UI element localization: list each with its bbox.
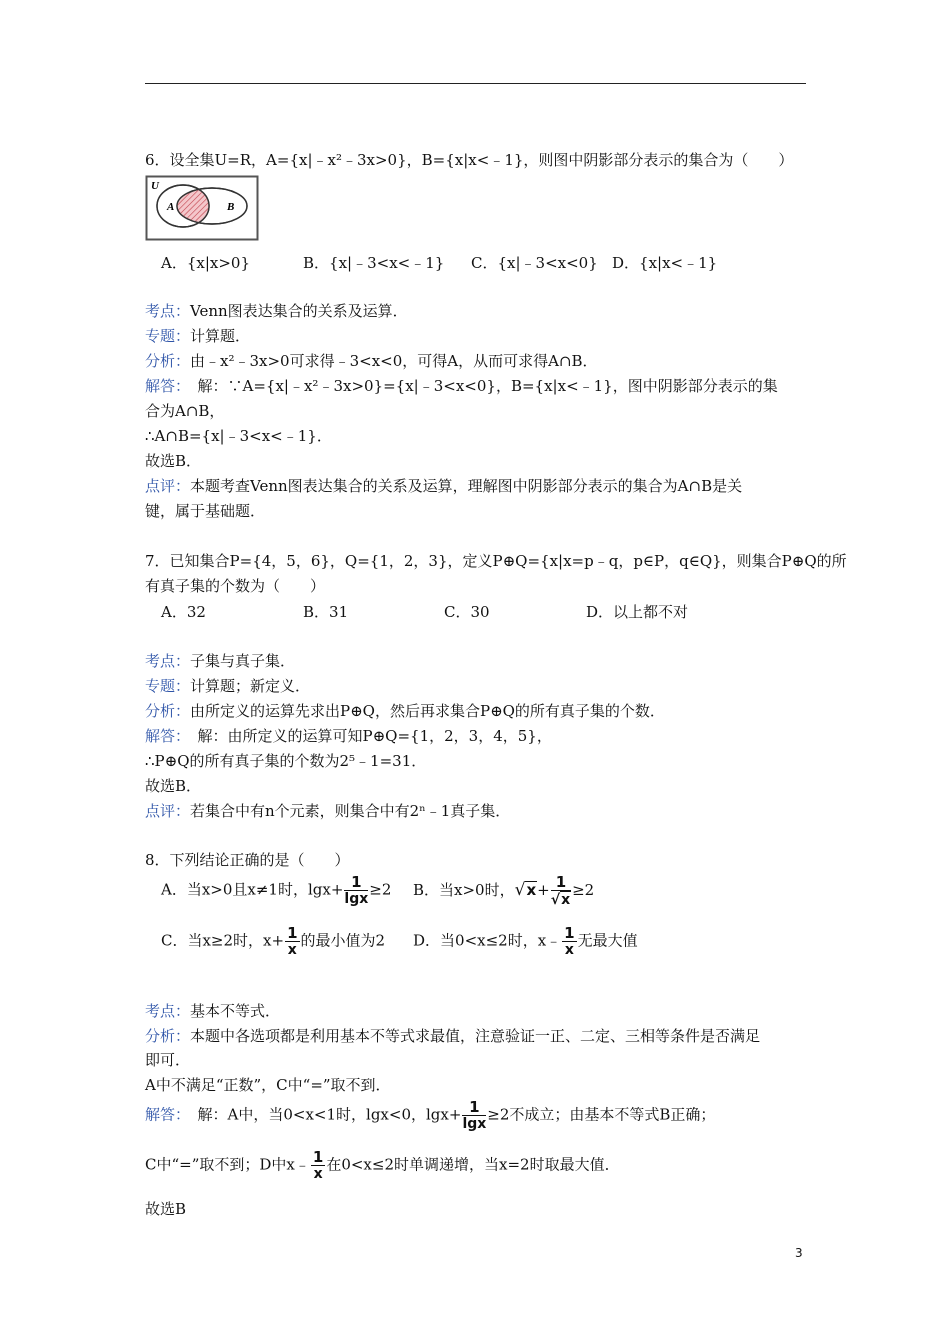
q7-option-d: D．以上都不对 [586, 603, 689, 621]
q7-jieda-line2: ∴P⊕Q的所有真子集的个数为2⁵﹣1=31． [145, 752, 427, 770]
q7-kaodian: 考点：子集与真子集． [145, 652, 296, 670]
fenxi-label: 分析： [145, 352, 191, 370]
venn-label-u: U [151, 180, 159, 192]
q8-jieda-line2: C中“=”取不到；D中x﹣ $\frac{1}{x}$ 在0<x≤2时单调递增，当x=2时取最大值． [145, 1148, 620, 1182]
fraction: $\frac{1}{x}$ [287, 924, 298, 958]
kaodian-label: 考点： [145, 302, 191, 320]
q7-jieda-line3: 故选B． [145, 777, 202, 795]
fraction: $\frac{1}{x}$ [564, 924, 575, 958]
q6-jieda-line4: 故选B． [145, 452, 202, 470]
venn-diagram [145, 175, 259, 241]
q6-dianping: 点评：本题考查Venn图表达集合的关系及运算，理解图中阴影部分表示的集合为A∩B是关 [145, 477, 743, 495]
header-rule [145, 83, 806, 84]
q7-stem-line2: 有真子集的个数为（ ） [145, 577, 326, 595]
q6-option-b: B．{x|﹣3<x<﹣1} [303, 254, 445, 272]
jieda-label: 解答： [145, 377, 183, 395]
sqrt-icon: √ [514, 880, 526, 900]
q6-dianping-line2: 键，属于基础题． [145, 502, 266, 520]
q8-stem: 8．下列结论正确的是（ ） [145, 851, 350, 869]
q6-zhuanti: 专题：计算题． [145, 327, 251, 345]
venn-label-a: A [167, 201, 175, 213]
q8-option-a: A．当x>0且x≠1时，lgx+ $\frac{1}{\lg x}$ ≥2 [161, 873, 392, 907]
q6-option-c: C．{x|﹣3<x<0} [471, 254, 598, 272]
q8-kaodian: 考点：基本不等式． [145, 1002, 281, 1020]
q6-option-d: D．{x|x<﹣1} [612, 254, 718, 272]
q6-jieda-line2: 合为A∩B， [145, 402, 225, 420]
q6-option-a: A．{x|x>0} [161, 254, 251, 272]
fraction: $\frac{1}{\lg x}$ [462, 1098, 487, 1132]
fraction: $\frac{1}{\lg x}$ [344, 873, 369, 907]
dianping-label: 点评： [145, 477, 191, 495]
q6-stem: 6．设全集U=R，A={x|﹣x²﹣3x>0}，B={x|x<﹣1}，则图中阴影部分表示的集合为（ ） [145, 151, 794, 169]
q8-fenxi: 分析：本题中各选项都是利用基本不等式求最值，注意验证一正、二定、三相等条件是否满足 [145, 1027, 761, 1045]
q6-fenxi: 分析：由﹣x²﹣3x>0可求得﹣3<x<0，可得A，从而可求得A∩B． [145, 352, 598, 370]
fraction: $\frac{1}{x}$ [312, 1148, 324, 1182]
q8-jieda-line3: 故选B [145, 1200, 187, 1218]
q8-fenxi-line3: A中不满足“正数”，C中“=”取不到． [145, 1076, 391, 1094]
q8-option-c: C．当x≥2时，x+ $\frac{1}{x}$ 的最小值为2 [161, 924, 386, 958]
venn-label-b: B [227, 201, 235, 213]
q7-option-b: B．31 [303, 603, 349, 621]
q6-jieda-line3: ∴A∩B={x|﹣3<x<﹣1}． [145, 427, 332, 445]
page-number: 3 [795, 1246, 803, 1260]
q8-option-b: B．当x>0时，√x+ $\frac{1}{√x}$ ≥2 [413, 873, 595, 908]
q6-kaodian: 考点：Venn图表达集合的关系及运算． [145, 302, 408, 320]
fraction: $\frac{1}{√x}$ [550, 873, 571, 908]
q8-jieda: 解答： 解：A中，当0<x<1时，lgx<0，lgx+ $\frac{1}{\lg x}$ ≥2不成立；由基本不等式B正确； [145, 1098, 716, 1132]
q7-stem: 7．已知集合P={4，5，6}，Q={1，2，3}，定义P⊕Q={x|x=p﹣q，p∈P，q∈Q}，则集合P⊕Q的所 [145, 552, 847, 570]
q8-fenxi-line2: 即可． [145, 1051, 191, 1069]
q6-jieda: 解答： 解：∵A={x|﹣x²﹣3x>0}={x|﹣3<x<0}，B={x|x<﹣1}，图中阴影部分表示的集 [145, 377, 778, 395]
q7-dianping: 点评：若集合中有n个元素，则集合中有2ⁿ﹣1真子集． [145, 802, 511, 820]
q7-option-c: C．30 [444, 603, 490, 621]
q7-jieda: 解答： 解：由所定义的运算可知P⊕Q={1，2，3，4，5}， [145, 727, 552, 745]
q7-zhuanti: 专题：计算题；新定义． [145, 677, 311, 695]
q8-option-d: D．当0<x≤2时，x﹣ $\frac{1}{x}$ 无最大值 [413, 924, 638, 958]
q7-option-a: A．32 [161, 603, 206, 621]
zhuanti-label: 专题： [145, 327, 191, 345]
q7-fenxi: 分析：由所定义的运算先求出P⊕Q，然后再求集合P⊕Q的所有真子集的个数． [145, 702, 665, 720]
sqrt-icon: √ [550, 892, 561, 908]
